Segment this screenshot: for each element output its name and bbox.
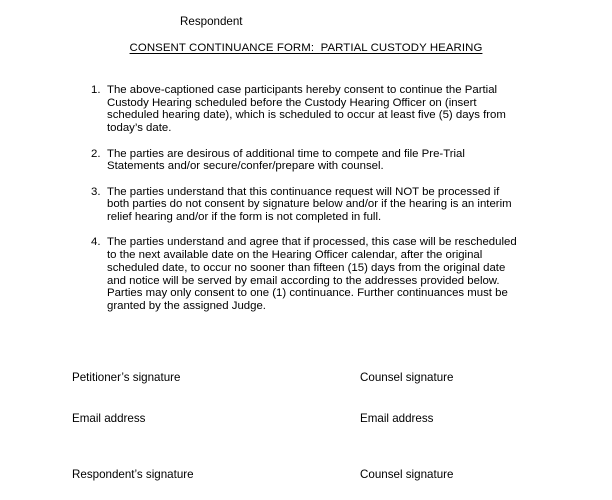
respondent-counsel-signature-label: Counsel signature (360, 468, 454, 481)
form-title: CONSENT CONTINUANCE FORM: PARTIAL CUSTODY HEARING (129, 42, 483, 54)
clause-number: 1. (91, 84, 101, 96)
respondent-signature-label: Respondent’s signature (72, 468, 194, 481)
clause-item (91, 148, 551, 173)
clause-item (91, 236, 551, 312)
petitioner-email-label: Email address (72, 412, 146, 425)
clause-item (91, 186, 551, 224)
clause-number: 3. (91, 185, 101, 198)
clause-text: The parties understand that this continuance request will NOT be processed if both parties do not consent by signature below and/or if the hearing is an interim relief hearing and/or if the form is not completed in full. (107, 185, 512, 223)
clause-text: The parties are desirous of additional time to compete and file Pre-Trial Statements and/or secure/confer/prepare with counsel. (107, 147, 465, 173)
clause-item (91, 84, 551, 135)
clause-number: 2. (91, 147, 101, 160)
clause-text: The parties understand and agree that if processed, this case will be rescheduled to the next available date on the Hearing Officer calendar, after the original scheduled date, to occur no sooner than fifteen (15) days from the original date and notice will be served by email according to the addresses provided below. Parties may only consent to one (1) continuance. Further continuances must be granted by the assigned Judge. (107, 236, 517, 312)
clause-text: The above-captioned case participants hereby consent to continue the Partial Custody Hearing scheduled before the Custody Hearing Officer on (insert scheduled hearing date), which is scheduled to occur at least five (5) days from today’s date. (107, 84, 506, 135)
clause-number: 4. (91, 236, 101, 249)
petitioner-counsel-signature-label: Counsel signature (360, 371, 454, 384)
petitioner-signature-label: Petitioner’s signature (72, 371, 181, 384)
petitioner-counsel-email-label: Email address (360, 412, 434, 425)
clause-list (91, 84, 551, 325)
respondent-caption-label: Respondent (180, 15, 243, 28)
